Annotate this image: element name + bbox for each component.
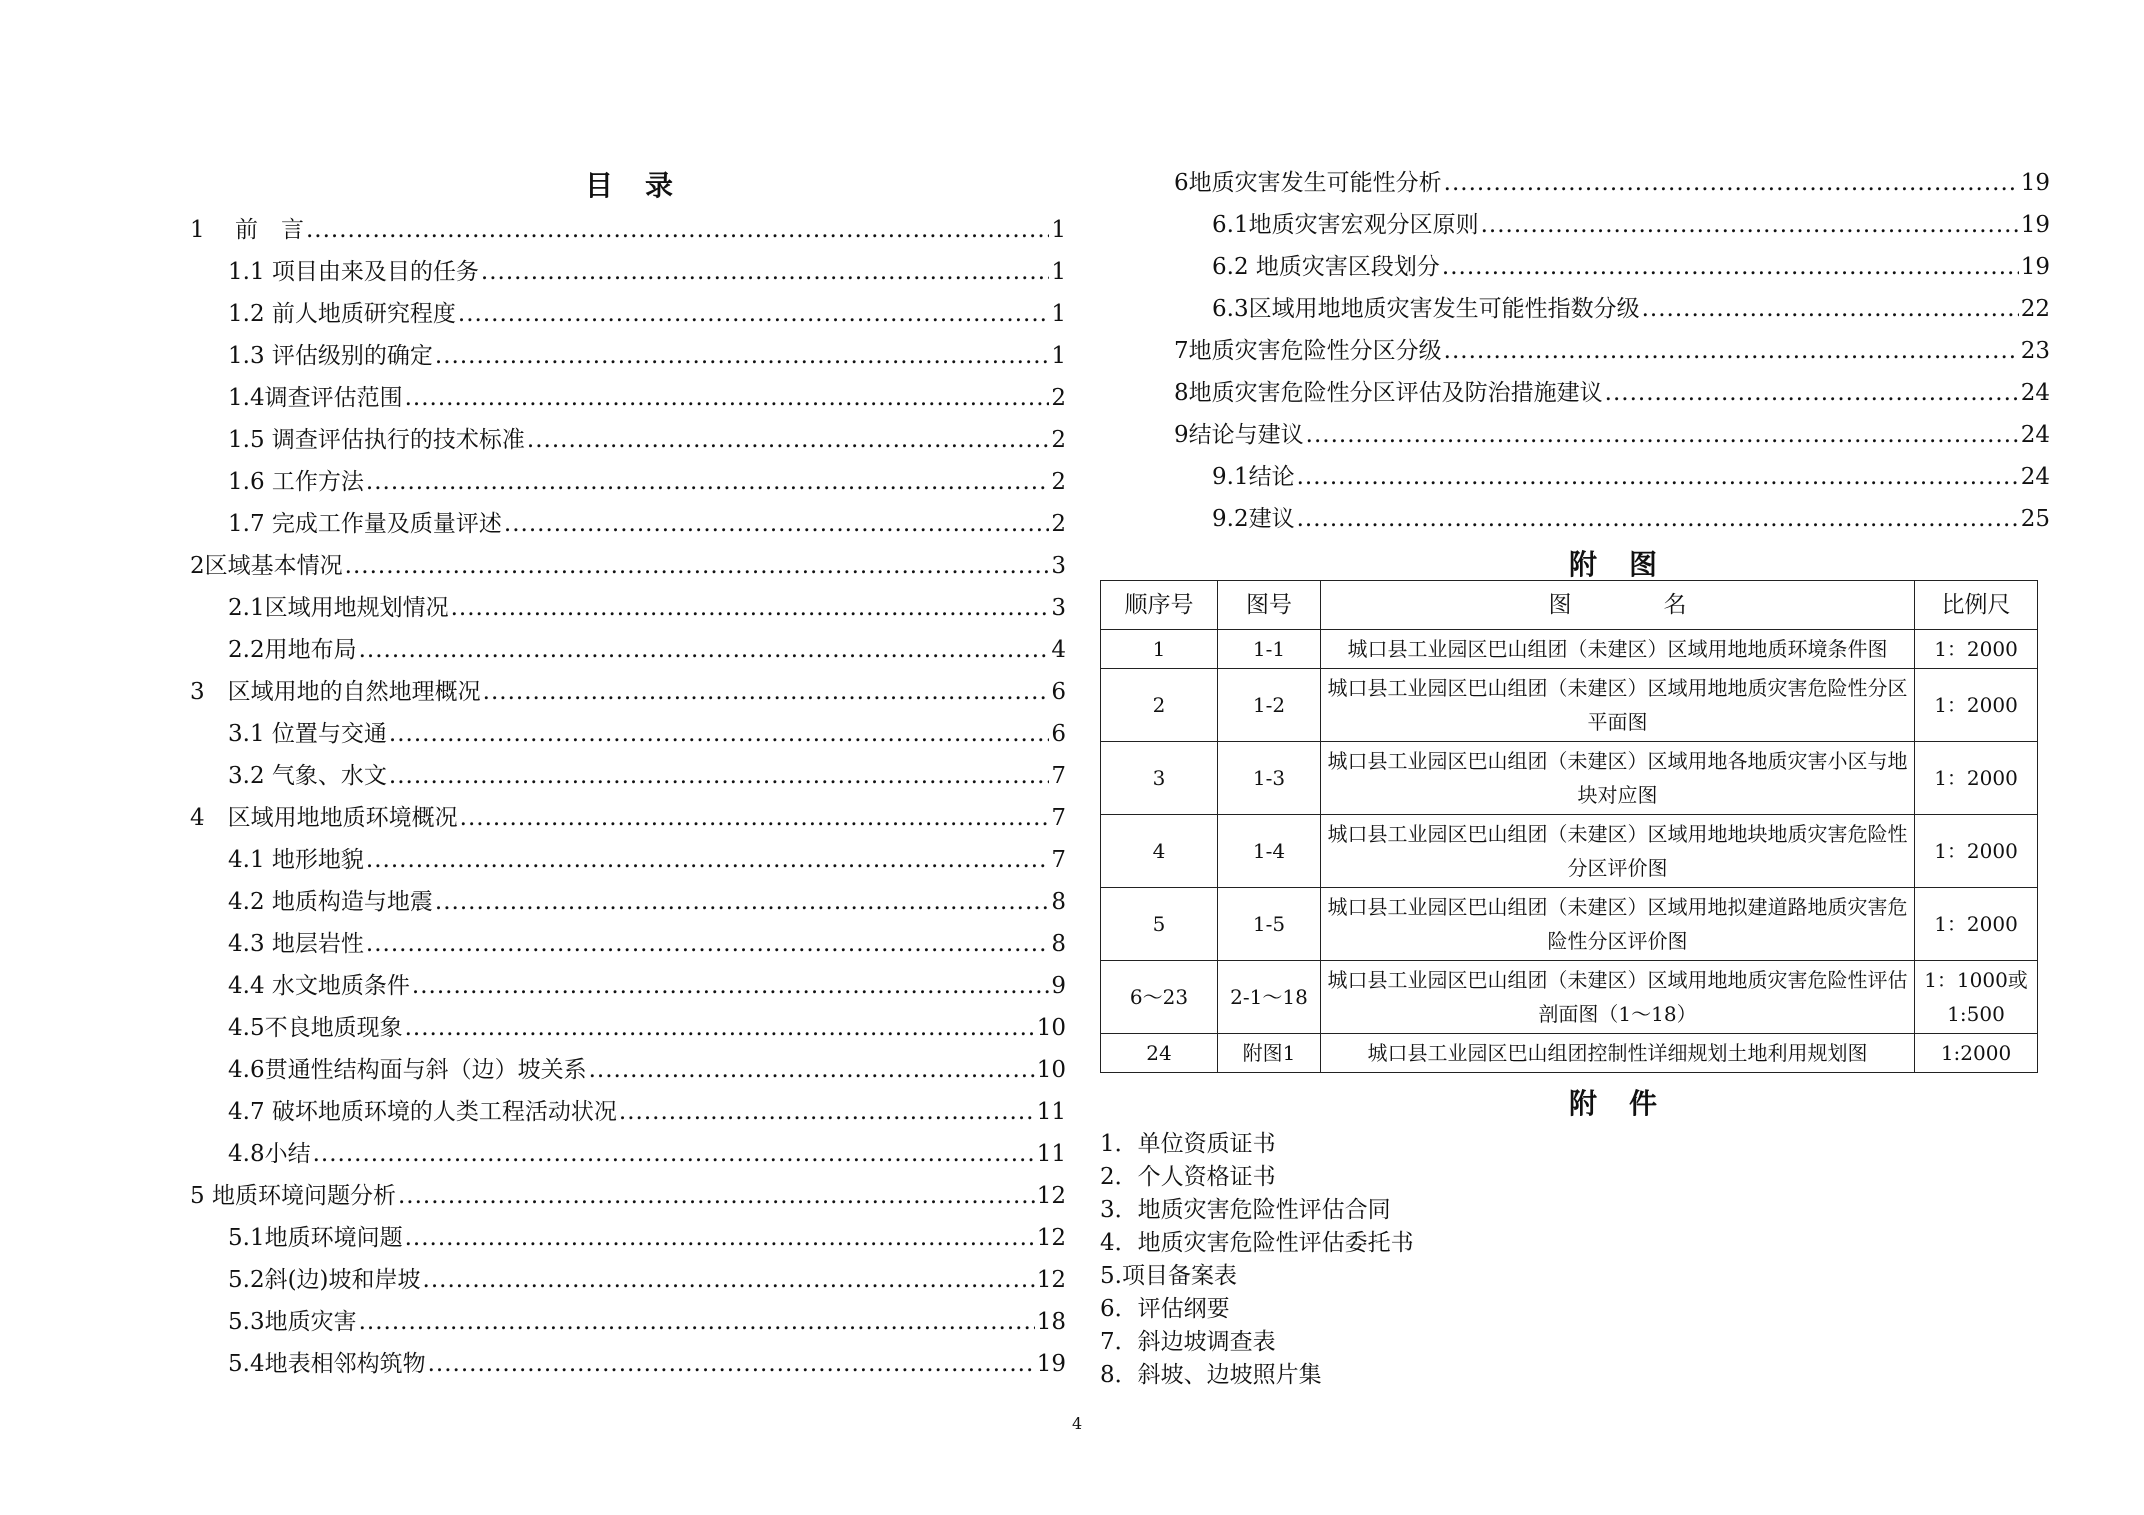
toc-entry-title: 1.4调查评估范围 xyxy=(228,385,403,411)
toc-entry xyxy=(228,507,1066,541)
toc-entry xyxy=(228,1347,1066,1381)
attachments-title: 附 件 xyxy=(1568,1087,1659,1120)
toc-entry-title: 9.1结论 xyxy=(1212,464,1295,490)
figure-scale-cell: 1：2000 xyxy=(1915,888,2038,961)
figure-seq-cell: 2 xyxy=(1101,669,1218,742)
toc-title: 目 录 xyxy=(584,169,675,202)
toc-leader-dots xyxy=(313,1137,1035,1171)
figure-fig-cell: 1-5 xyxy=(1218,888,1321,961)
figure-name-cell: 城口县工业园区巴山组团（未建区）区域用地拟建道路地质灾害危险性分区评价图 xyxy=(1321,888,1915,961)
figure-fig-cell: 1-4 xyxy=(1218,815,1321,888)
figure-row xyxy=(1101,961,2038,1034)
toc-leader-dots xyxy=(504,507,1049,541)
toc-entry-page: 2 xyxy=(1051,469,1066,495)
header-scale: 比例尺 xyxy=(1915,581,2038,630)
toc-entry xyxy=(228,633,1066,667)
toc-entry-title: 2.2用地布局 xyxy=(228,637,357,663)
toc-entry xyxy=(228,255,1066,289)
toc-entry-page: 23 xyxy=(2020,338,2050,364)
toc-entry-title: 4.1 地形地貌 xyxy=(228,847,364,873)
toc-leader-dots xyxy=(483,675,1050,709)
toc-entry-page: 19 xyxy=(1036,1351,1066,1377)
toc-entry xyxy=(228,381,1066,415)
toc-leader-dots xyxy=(405,1221,1035,1255)
toc-entry-page: 24 xyxy=(2020,380,2050,406)
toc-entry-title: 1.2 前人地质研究程度 xyxy=(228,301,456,327)
toc-entry xyxy=(1212,502,2050,536)
toc-entry-title: 4.7 破坏地质环境的人类工程活动状况 xyxy=(228,1099,617,1125)
toc-leader-dots xyxy=(423,1263,1035,1297)
toc-entry-title: 4.8小结 xyxy=(228,1141,311,1167)
figure-fig-cell: 附图1 xyxy=(1218,1034,1321,1073)
toc-leader-dots xyxy=(1306,418,2019,452)
toc-entry xyxy=(228,1305,1066,1339)
toc-leader-dots xyxy=(527,423,1049,457)
toc-leader-dots xyxy=(458,297,1049,331)
header-seq: 顺序号 xyxy=(1101,581,1218,630)
toc-entry xyxy=(228,423,1066,457)
toc-entry-title: 5.1地质环境问题 xyxy=(228,1225,403,1251)
toc-leader-dots xyxy=(435,339,1049,373)
toc-leader-dots xyxy=(389,759,1049,793)
toc-leader-dots xyxy=(366,843,1049,877)
toc-entry xyxy=(190,549,1066,583)
toc-leader-dots xyxy=(398,1179,1035,1213)
toc-entry xyxy=(228,591,1066,625)
figure-row xyxy=(1101,888,2038,961)
toc-leader-dots xyxy=(428,1347,1035,1381)
toc-leader-dots xyxy=(451,591,1050,625)
toc-leader-dots xyxy=(412,969,1049,1003)
toc-entry-title: 2.1区域用地规划情况 xyxy=(228,595,449,621)
toc-entry xyxy=(228,1137,1066,1171)
toc-entry-page: 19 xyxy=(2020,254,2050,280)
figure-seq-cell: 5 xyxy=(1101,888,1218,961)
toc-leader-dots xyxy=(345,549,1050,583)
toc-entry-title: 6.1地质灾害宏观分区原则 xyxy=(1212,212,1479,238)
toc-entry xyxy=(228,1263,1066,1297)
toc-leader-dots xyxy=(1481,208,2019,242)
toc-leader-dots xyxy=(460,801,1050,835)
toc-entry xyxy=(228,339,1066,373)
toc-entry-title: 1 前 言 xyxy=(190,217,304,243)
toc-entry-title: 2区域基本情况 xyxy=(190,553,343,579)
toc-entry-page: 1 xyxy=(1051,217,1066,243)
figures-table xyxy=(1100,580,2038,1073)
toc-entry-page: 12 xyxy=(1036,1183,1066,1209)
toc-entry xyxy=(1174,166,2050,200)
toc-leader-dots xyxy=(1444,166,2019,200)
toc-entry-page: 1 xyxy=(1051,343,1066,369)
toc-entry-title: 6.3区域用地地质灾害发生可能性指数分级 xyxy=(1212,296,1640,322)
header-fig: 图号 xyxy=(1218,581,1321,630)
toc-leader-dots xyxy=(1642,292,2019,326)
toc-entry-page: 2 xyxy=(1051,385,1066,411)
toc-leader-dots xyxy=(405,381,1050,415)
figure-row xyxy=(1101,815,2038,888)
toc-entry xyxy=(190,675,1066,709)
toc-leader-dots xyxy=(589,1053,1035,1087)
attachment-item: 8．斜坡、边坡照片集 xyxy=(1100,1362,1322,1388)
toc-entry-title: 4.6贯通性结构面与斜（边）坡关系 xyxy=(228,1057,587,1083)
figure-scale-cell: 1：2000 xyxy=(1915,742,2038,815)
toc-entry-title: 1.1 项目由来及目的任务 xyxy=(228,259,479,285)
figure-seq-cell: 4 xyxy=(1101,815,1218,888)
figure-seq-cell: 1 xyxy=(1101,630,1218,669)
toc-entry-page: 2 xyxy=(1051,427,1066,453)
toc-entry-page: 24 xyxy=(2020,422,2050,448)
toc-entry xyxy=(228,465,1066,499)
toc-entry-title: 6.2 地质灾害区段划分 xyxy=(1212,254,1440,280)
figure-row xyxy=(1101,669,2038,742)
toc-entry xyxy=(228,1095,1066,1129)
toc-entry-title: 1.3 评估级别的确定 xyxy=(228,343,433,369)
toc-entry xyxy=(1212,208,2050,242)
toc-entry-page: 10 xyxy=(1036,1015,1066,1041)
figure-name-cell: 城口县工业园区巴山组团（未建区）区域用地地块地质灾害危险性分区评价图 xyxy=(1321,815,1915,888)
toc-entry-page: 1 xyxy=(1051,259,1066,285)
toc-entry xyxy=(228,1053,1066,1087)
toc-entry xyxy=(190,801,1066,835)
toc-entry-page: 7 xyxy=(1051,763,1066,789)
toc-leader-dots xyxy=(366,927,1049,961)
toc-entry xyxy=(1212,460,2050,494)
toc-entry-page: 24 xyxy=(2020,464,2050,490)
toc-entry-title: 5.3地质灾害 xyxy=(228,1309,357,1335)
figure-scale-cell: 1:2000 xyxy=(1915,1034,2038,1073)
toc-leader-dots xyxy=(1442,250,2019,284)
toc-entry-title: 4.2 地质构造与地震 xyxy=(228,889,433,915)
toc-entry xyxy=(190,1179,1066,1213)
toc-entry-title: 9结论与建议 xyxy=(1174,422,1304,448)
toc-leader-dots xyxy=(306,213,1049,247)
figure-seq-cell: 24 xyxy=(1101,1034,1218,1073)
toc-entry-page: 19 xyxy=(2020,212,2050,238)
figures-header-row xyxy=(1101,581,2038,630)
toc-leader-dots xyxy=(1297,460,2019,494)
figure-fig-cell: 1-2 xyxy=(1218,669,1321,742)
toc-entry xyxy=(228,969,1066,1003)
toc-entry xyxy=(228,759,1066,793)
attachment-item: 4．地质灾害危险性评估委托书 xyxy=(1100,1230,1414,1256)
toc-leader-dots xyxy=(435,885,1049,919)
figure-seq-cell: 6～23 xyxy=(1101,961,1218,1034)
toc-entry-title: 4 区域用地地质环境概况 xyxy=(190,805,458,831)
toc-entry-page: 7 xyxy=(1051,805,1066,831)
toc-entry xyxy=(228,297,1066,331)
figures-title: 附 图 xyxy=(1568,548,1659,581)
figures-body xyxy=(1101,630,2038,1073)
figure-scale-cell: 1：2000 xyxy=(1915,669,2038,742)
toc-entry xyxy=(1174,376,2050,410)
toc-entry xyxy=(228,1221,1066,1255)
toc-leader-dots xyxy=(481,255,1049,289)
figure-seq-cell: 3 xyxy=(1101,742,1218,815)
figure-name-cell: 城口县工业园区巴山组团（未建区）区域用地地质灾害危险性评估剖面图（1～18） xyxy=(1321,961,1915,1034)
toc-leader-dots xyxy=(619,1095,1035,1129)
figure-row xyxy=(1101,630,2038,669)
toc-leader-dots xyxy=(366,465,1049,499)
toc-entry-page: 19 xyxy=(2020,170,2050,196)
toc-entry-page: 6 xyxy=(1051,721,1066,747)
toc-entry-title: 5.4地表相邻构筑物 xyxy=(228,1351,426,1377)
toc-entry-page: 12 xyxy=(1036,1267,1066,1293)
attachment-item: 1．单位资质证书 xyxy=(1100,1131,1276,1157)
toc-entry-page: 18 xyxy=(1036,1309,1066,1335)
toc-entry-title: 3.1 位置与交通 xyxy=(228,721,387,747)
toc-leader-dots xyxy=(1444,334,2019,368)
toc-entry xyxy=(228,843,1066,877)
toc-entry xyxy=(1174,418,2050,452)
toc-entry-page: 2 xyxy=(1051,511,1066,537)
toc-entry xyxy=(228,1011,1066,1045)
toc-entry-page: 10 xyxy=(1036,1057,1066,1083)
header-name: 图 名 xyxy=(1321,581,1915,630)
figure-name-cell: 城口县工业园区巴山组团（未建区）区域用地地质灾害危险性分区平面图 xyxy=(1321,669,1915,742)
toc-leader-dots xyxy=(405,1011,1035,1045)
toc-entry-title: 3.2 气象、水文 xyxy=(228,763,387,789)
toc-entry-title: 7地质灾害危险性分区分级 xyxy=(1174,338,1442,364)
attachment-item: 7．斜边坡调查表 xyxy=(1100,1329,1276,1355)
figure-scale-cell: 1：2000 xyxy=(1915,815,2038,888)
toc-entry xyxy=(228,927,1066,961)
toc-entry-title: 1.5 调查评估执行的技术标准 xyxy=(228,427,525,453)
figure-name-cell: 城口县工业园区巴山组团（未建区）区域用地地质环境条件图 xyxy=(1321,630,1915,669)
toc-entry-page: 25 xyxy=(2020,506,2050,532)
toc-entry-page: 6 xyxy=(1051,679,1066,705)
toc-entry-page: 1 xyxy=(1051,301,1066,327)
toc-entry xyxy=(190,213,1066,247)
page-number: 4 xyxy=(1072,1414,1083,1433)
figure-fig-cell: 2-1～18 xyxy=(1218,961,1321,1034)
toc-entry xyxy=(1174,334,2050,368)
toc-entry-page: 3 xyxy=(1051,595,1066,621)
figure-fig-cell: 1-3 xyxy=(1218,742,1321,815)
toc-entry-title: 6地质灾害发生可能性分析 xyxy=(1174,170,1442,196)
toc-entry-page: 9 xyxy=(1051,973,1066,999)
toc-entry xyxy=(1212,250,2050,284)
toc-entry-page: 4 xyxy=(1051,637,1066,663)
toc-entry xyxy=(228,885,1066,919)
toc-entry-page: 11 xyxy=(1036,1099,1066,1125)
toc-entry-title: 3 区域用地的自然地理概况 xyxy=(190,679,481,705)
attachment-item: 2．个人资格证书 xyxy=(1100,1164,1276,1190)
toc-entry-title: 9.2建议 xyxy=(1212,506,1295,532)
figure-row xyxy=(1101,742,2038,815)
toc-entry-title: 5.2斜(边)坡和岸坡 xyxy=(228,1267,421,1293)
figure-name-cell: 城口县工业园区巴山组团控制性详细规划土地利用规划图 xyxy=(1321,1034,1915,1073)
figure-row xyxy=(1101,1034,2038,1073)
toc-entry-page: 22 xyxy=(2020,296,2050,322)
toc-leader-dots xyxy=(1605,376,2019,410)
figure-scale-cell: 1：1000或1:500 xyxy=(1915,961,2038,1034)
figure-fig-cell: 1-1 xyxy=(1218,630,1321,669)
toc-entry-page: 8 xyxy=(1051,889,1066,915)
toc-entry-title: 4.5不良地质现象 xyxy=(228,1015,403,1041)
toc-entry-title: 4.3 地层岩性 xyxy=(228,931,364,957)
toc-entry-page: 8 xyxy=(1051,931,1066,957)
toc-entry-title: 8地质灾害危险性分区评估及防治措施建议 xyxy=(1174,380,1603,406)
toc-entry-page: 3 xyxy=(1051,553,1066,579)
toc-entry-page: 7 xyxy=(1051,847,1066,873)
toc-leader-dots xyxy=(359,633,1050,667)
attachment-item: 5.项目备案表 xyxy=(1100,1263,1237,1289)
toc-entry-title: 4.4 水文地质条件 xyxy=(228,973,410,999)
toc-entry-page: 11 xyxy=(1036,1141,1066,1167)
toc-entry-title: 1.6 工作方法 xyxy=(228,469,364,495)
toc-entry-title: 5 地质环境问题分析 xyxy=(190,1183,396,1209)
toc-entry xyxy=(1212,292,2050,326)
toc-leader-dots xyxy=(1297,502,2019,536)
toc-leader-dots xyxy=(389,717,1049,751)
toc-entry xyxy=(228,717,1066,751)
figure-scale-cell: 1：2000 xyxy=(1915,630,2038,669)
toc-entry-title: 1.7 完成工作量及质量评述 xyxy=(228,511,502,537)
toc-leader-dots xyxy=(359,1305,1035,1339)
attachment-item: 3．地质灾害危险性评估合同 xyxy=(1100,1197,1391,1223)
figure-name-cell: 城口县工业园区巴山组团（未建区）区域用地各地质灾害小区与地块对应图 xyxy=(1321,742,1915,815)
attachment-item: 6．评估纲要 xyxy=(1100,1296,1230,1322)
toc-entry-page: 12 xyxy=(1036,1225,1066,1251)
